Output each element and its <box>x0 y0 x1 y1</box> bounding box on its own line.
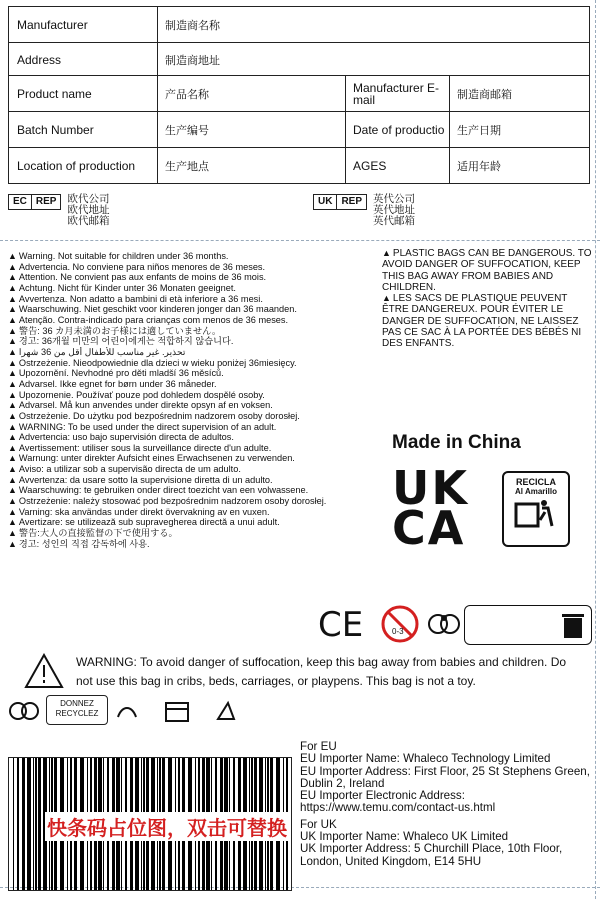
row-label: Manufacturer <box>17 17 88 32</box>
warning-line <box>8 272 392 283</box>
row-value: 生产编号 <box>165 125 209 137</box>
warning-text: 경고: 성인의 직접 감독하에 사용. <box>18 538 150 549</box>
barcode-bar <box>17 758 19 890</box>
warning-line <box>8 485 392 496</box>
row-value: 产品名称 <box>165 89 209 101</box>
row-value: 制造商地址 <box>165 54 220 67</box>
donnez-text: DONNEZ <box>60 699 94 708</box>
warning-line <box>8 294 392 305</box>
warning-icon: ▲ <box>8 251 17 261</box>
barcode-bar <box>35 758 37 890</box>
uk-rep-lines <box>373 194 415 227</box>
rep-tag: REP <box>31 195 61 209</box>
warning-line <box>8 475 392 486</box>
barcode-label: 快条码占位图，双击可替换 <box>45 812 289 841</box>
warning-line <box>8 347 392 358</box>
barcode-bar <box>13 758 14 890</box>
sorting-icons <box>108 697 248 729</box>
warning-icon: ▲ <box>8 293 17 304</box>
warning-text: Waarschuwing: te gebruiken onder direct toezicht van een volwassene. <box>18 485 309 496</box>
row-label: Batch Number <box>17 123 94 137</box>
row-value: 生产地点 <box>165 161 209 173</box>
bag-warning-fr: LES SACS DE PLASTIQUE PEUVENT ÊTRE DANGEREUX. POUR ÉVITER LE DANGER DE SUFFOCATION, NE LAISSEZ PAS CE SAC À LA PORTÉE DES BÉBÉS NI DES ENFANTS. <box>382 293 582 350</box>
uk-rep-email: 英代邮箱 <box>373 215 416 227</box>
separator <box>595 0 596 899</box>
barcode-bar <box>33 758 34 890</box>
warning-icon: ▲ <box>8 538 17 549</box>
barcode-placeholder[interactable] <box>8 757 292 891</box>
trash-bin-icon <box>561 610 585 640</box>
warning-icon: ▲ <box>8 432 17 443</box>
warning-line <box>8 411 392 422</box>
bin-icon <box>514 498 558 528</box>
warning-icon: ▲ <box>8 506 17 517</box>
warning-text: Aviso: a utilizar sob a supervisão directa de um adulto. <box>18 464 241 475</box>
warning-text: Achtung. Nicht für Kinder unter 36 Monaten geeignet. <box>18 282 236 293</box>
uk-rep-address: 英代地址 <box>373 204 416 216</box>
warning-icon: ▲ <box>8 474 17 485</box>
row-label: Address <box>17 52 62 67</box>
warning-icon: ▲ <box>8 346 17 357</box>
uk-rep-block <box>313 194 415 227</box>
suffocation-warning: WARNING: To avoid danger of suffocation, keep this bag away from babies and children. Do not use this bag in cribs, beds, carriages, or playpens. This bag is not a toy. <box>76 655 567 688</box>
warning-text: Advertencia. No conviene para niños menores de 36 meses. <box>18 261 266 272</box>
uk-rep-label <box>313 194 367 210</box>
ec-tag: EC <box>13 196 27 207</box>
warning-text: Warning. Not suitable for children under 36 months. <box>18 251 229 261</box>
recicla-title: RECICLA <box>516 477 556 487</box>
warning-icon: ▲ <box>8 336 17 347</box>
ec-rep-label <box>8 194 61 210</box>
row-label-2: AGES <box>353 159 387 173</box>
recicla-icon <box>502 471 570 547</box>
ce-mark: CE <box>318 605 364 645</box>
triman-logo-icon <box>8 698 42 724</box>
warning-icon: ▲ <box>8 325 17 336</box>
warning-icon: ▲ <box>8 314 17 325</box>
warning-icon: ▲ <box>8 389 17 400</box>
table-row <box>9 111 589 148</box>
warning-line <box>8 358 392 369</box>
warning-text: Avvertenza. Non adatto a bambini di età inferiore a 36 mesi. <box>18 293 263 304</box>
age-label: 0-3 <box>392 627 404 636</box>
warning-icon: ▲ <box>8 485 17 496</box>
warning-text: تحذير. غير مناسب للأطفال أقل من 36 شهرا <box>18 346 186 357</box>
warning-line <box>8 315 392 326</box>
warning-line <box>8 496 392 507</box>
table-row <box>9 75 589 112</box>
row-value-2: 适用年龄 <box>457 161 501 173</box>
warning-icon: ▲ <box>8 517 17 528</box>
bag-warning-en: PLASTIC BAGS CAN BE DANGEROUS. TO AVOID DANGER OF SUFFOCATION, KEEP THIS BAG AWAY FROM BABIES AND CHILDREN. <box>382 248 592 293</box>
warning-icon: ▲ <box>8 453 17 464</box>
row-value-2: 生产日期 <box>457 125 501 137</box>
uk-tag: UK <box>318 196 333 207</box>
table-row <box>9 147 589 184</box>
uk-importer-address: UK Importer Address: 5 Churchill Place, 10th Floor, London, United Kingdom, E14 5HU <box>300 842 563 868</box>
warning-icon: ▲ <box>8 261 17 272</box>
warning-text: Advarsel. Må kun anvendes under direkte opsyn af en voksen. <box>18 400 273 411</box>
eu-importer-email-label: EU Importer Electronic Address: <box>300 789 465 803</box>
ukca-mark <box>392 461 469 555</box>
warning-line <box>8 262 392 273</box>
ec-rep-address: 欧代地址 <box>67 204 110 216</box>
eu-heading: For EU <box>300 740 337 753</box>
warning-text: 경고: 36개월 미만의 어린이에게는 적합하지 않습니다. <box>18 336 234 347</box>
warning-line <box>8 304 392 315</box>
warning-icon: ▲ <box>8 442 17 453</box>
warning-icon: ▲ <box>8 304 17 315</box>
warning-text: Atenção. Contra-indicado para crianças com menos de 36 meses. <box>18 314 289 325</box>
ec-rep-company: 欧代公司 <box>67 193 110 205</box>
warning-line <box>8 336 392 347</box>
warning-line <box>8 422 392 433</box>
warning-text: Ostrzeżenie. Do użytku pod bezpośrednim nadzorem osoby dorosłej. <box>18 410 300 421</box>
warning-triangle-icon <box>24 653 64 689</box>
warning-icon: ▲ <box>8 464 17 475</box>
warning-line <box>8 539 392 550</box>
importer-info <box>300 741 595 868</box>
row-label: Product name <box>17 87 92 101</box>
warning-text: Advertencia: uso bajo supervisión directa de adultos. <box>18 432 234 443</box>
warning-line <box>8 528 392 539</box>
ec-rep-block <box>8 194 109 227</box>
warning-icon: ▲ <box>8 282 17 293</box>
warning-icon: ▲ <box>8 272 17 283</box>
warning-text: Ostrzeżenie. Nieodpowiednie dla dzieci w wieku poniżej 36miesięcy. <box>18 357 297 368</box>
eu-importer-address: EU Importer Address: First Floor, 25 St Stephens Green, Dublin 2, Ireland <box>300 764 590 790</box>
eu-importer-email[interactable]: https://www.temu.com/contact-us.html <box>300 801 496 815</box>
warning-line <box>8 251 392 262</box>
ukca-line2: CA <box>392 501 466 555</box>
tidyman-label <box>464 605 592 645</box>
ec-rep-lines <box>67 194 109 227</box>
warning-icon: ▲ <box>8 410 17 421</box>
donnez-recyclez-badge <box>46 695 108 725</box>
warning-line <box>8 326 392 337</box>
warning-icon: ▲ <box>382 293 391 304</box>
warning-icon: ▲ <box>8 496 17 507</box>
separator <box>0 240 600 241</box>
age-restriction-icon <box>380 604 420 644</box>
warning-line <box>8 283 392 294</box>
warning-line <box>8 368 392 379</box>
warning-icon: ▲ <box>8 368 17 379</box>
recicla-subtitle: Al Amarillo <box>515 487 557 496</box>
warning-line <box>8 517 392 528</box>
warning-icon: ▲ <box>382 248 391 258</box>
warning-list <box>8 251 392 549</box>
warning-icon: ▲ <box>8 378 17 389</box>
warning-text: Upozornenie. Používať pouze pod dohledem dospělé osoby. <box>18 389 265 400</box>
warning-text: Upozornění. Nevhodné pro děti mladší 36 měsíců. <box>18 368 224 379</box>
rep-tag: REP <box>336 195 366 209</box>
row-label: Location of production <box>17 159 136 173</box>
uk-rep-company: 英代公司 <box>373 193 416 205</box>
uk-importer-name: UK Importer Name: Whaleco UK Limited <box>300 830 509 844</box>
table-row <box>9 7 589 42</box>
warning-text: Attention. Ne convient pas aux enfants de moins de 36 mois. <box>18 272 267 283</box>
ec-rep-email: 欧代邮箱 <box>67 215 110 227</box>
barcode-bar <box>22 758 25 890</box>
row-label-2: Date of productio <box>353 123 445 137</box>
warning-icon: ▲ <box>8 400 17 411</box>
warning-text: 警告:大人の直接監督の下で使用する。 <box>18 528 178 539</box>
warning-text: 警告: 36 カ月未満のお子様には適していません。 <box>18 325 222 336</box>
warning-text: Advarsel. Ikke egnet for børn under 36 måneder. <box>18 378 217 389</box>
warning-line <box>8 400 392 411</box>
table-row <box>9 42 589 76</box>
warning-icon: ▲ <box>8 357 17 368</box>
barcode-bar <box>27 758 31 890</box>
row-value: 制造商名称 <box>165 19 220 32</box>
warning-text: Warnung: unter direkter Aufsicht eines Erwachsenen zu verwenden. <box>18 453 295 464</box>
warning-line <box>8 390 392 401</box>
warning-icon: ▲ <box>8 528 17 539</box>
row-value-2: 制造商邮箱 <box>457 89 512 101</box>
warning-line <box>8 379 392 390</box>
product-info-table <box>8 6 590 184</box>
ukca-line1: UK <box>392 461 469 515</box>
warning-icon: ▲ <box>8 421 17 432</box>
recyclez-text: RECYCLEZ <box>55 709 99 718</box>
warning-line <box>8 432 392 443</box>
barcode-bar <box>38 758 41 890</box>
warning-text: Ostrzeżenie: należy stosować pod bezpośrednim nadzorem osoby dorosłej. <box>18 496 327 507</box>
warning-text: Waarschuwing. Niet geschikt voor kinderen jonger dan 36 maanden. <box>18 304 297 315</box>
row-label-2: Manufacturer E-mail <box>353 81 440 107</box>
warning-line <box>8 443 392 454</box>
warning-text: WARNING: To be used under the direct supervision of an adult. <box>18 421 277 432</box>
warning-text: Avertissement: utiliser sous la surveillance directe d'un adulte. <box>18 442 272 453</box>
warning-text: Varning: ska användas under direkt övervakning av en vuxen. <box>18 506 270 517</box>
warning-text: Avvertenza: da usare sotto la supervisione diretta di un adulto. <box>18 474 273 485</box>
warning-text: Avertizare: se utilizează sub supravegherea directă a unui adult. <box>18 517 280 528</box>
triman-icon <box>428 609 460 639</box>
eu-importer-name: EU Importer Name: Whaleco Technology Limited <box>300 752 551 766</box>
warning-line <box>8 507 392 518</box>
uk-heading: For UK <box>300 817 337 831</box>
warning-line <box>8 453 392 464</box>
bag-warning <box>382 248 594 350</box>
warning-line <box>8 464 392 475</box>
made-in-label: Made in China <box>392 432 521 453</box>
